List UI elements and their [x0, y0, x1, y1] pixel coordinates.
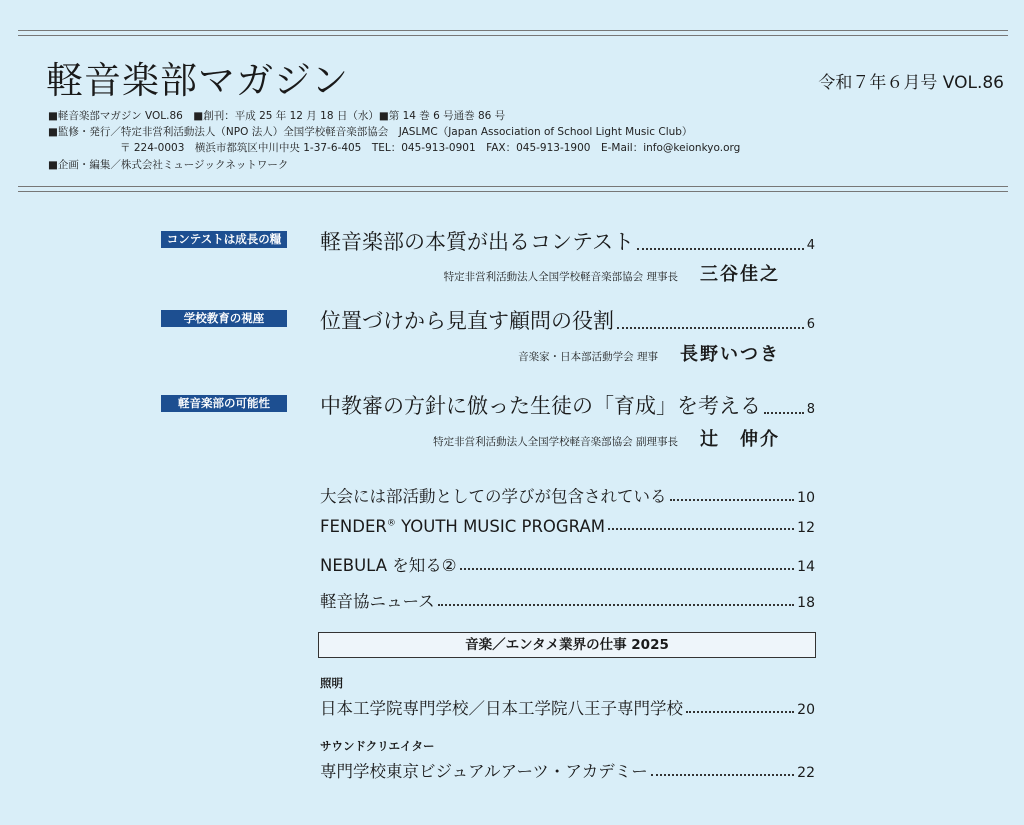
entry-title: 日本工学院専門学校／日本工学院八王子専門学校 — [320, 699, 683, 718]
page-number: 8 — [806, 402, 815, 417]
contact-info-line: 〒 224-0003 横浜市都筑区中川中央 1-37-6-405 TEL：045-913-0901 FAX：045-913-1900 E-Mail：info@keionkyo.org — [120, 142, 741, 154]
dot-leader — [764, 412, 804, 414]
page-number: 4 — [806, 238, 815, 253]
dot-leader — [686, 711, 794, 713]
editor-info-line: ■企画・編集／株式会社ミュージックネットワーク — [48, 159, 289, 171]
dot-leader — [438, 604, 794, 606]
header-bottom-rule — [18, 186, 1008, 192]
dot-leader — [460, 568, 795, 570]
feature-badge: 軽音楽部の可能性 — [161, 395, 287, 412]
entry-title: 専門学校東京ビジュアルアーツ・アカデミー — [320, 762, 648, 781]
toc-entry[interactable] — [320, 588, 815, 612]
title-brand: FENDER — [320, 517, 387, 536]
author-org: 特定非営利活動法人全国学校軽音楽部協会 副理事長 — [433, 436, 678, 448]
dot-leader — [670, 499, 795, 501]
entry-title: 大会には部活動としての学びが包含されている — [320, 487, 667, 506]
toc-entry[interactable] — [320, 517, 815, 536]
author-line — [444, 260, 780, 286]
author-name: 辻 伸介 — [700, 429, 780, 450]
page-number: 18 — [797, 595, 815, 611]
page-number: 22 — [797, 765, 815, 781]
author-line — [518, 340, 780, 366]
entry-title: 位置づけから見直す顧問の役割 — [320, 309, 614, 333]
toc-entry-feature[interactable] — [320, 390, 815, 420]
author-org: 特定非営利活動法人全国学校軽音楽部協会 理事長 — [443, 271, 678, 283]
category-label: 照明 — [320, 676, 343, 690]
dot-leader — [651, 774, 794, 776]
magazine-title: 軽音楽部マガジン — [46, 59, 350, 102]
entry-title: 軽音楽部の本質が出るコンテスト — [320, 230, 635, 254]
dot-leader — [637, 248, 804, 250]
category-label: サウンドクリエイター — [320, 739, 435, 753]
toc-entry-feature[interactable] — [320, 226, 815, 256]
author-name: 三谷佳之 — [700, 264, 780, 285]
entry-title: NEBULA を知る② — [320, 556, 457, 575]
entry-title: 中教審の方針に倣った生徒の「育成」を考える — [320, 394, 761, 418]
page-number: 6 — [806, 317, 815, 332]
page-number: 10 — [797, 490, 815, 506]
page-number: 20 — [797, 702, 815, 718]
author-org: 音楽家・日本部活動学会 理事 — [518, 351, 658, 363]
page-number: 14 — [797, 559, 815, 575]
entry-title: 軽音協ニュース — [320, 592, 435, 611]
toc-entry-feature[interactable] — [320, 305, 815, 335]
author-line — [433, 425, 780, 451]
publication-info-line: ■軽音楽部マガジン VOL.86 ■創刊：平成 25 年 12 月 18 日（水）■第 14 巻 6 号通巻 86 号 — [48, 110, 506, 122]
entry-title — [320, 517, 605, 536]
dot-leader — [617, 327, 804, 329]
toc-entry[interactable] — [320, 758, 815, 782]
publisher-info-line: ■監修・発行／特定非営利活動法人（NPO 法人）全国学校軽音楽部協会 JASLMC（Japan Association of School Light Music Club） — [48, 126, 693, 138]
feature-badge: コンテストは成長の糧 — [161, 231, 287, 248]
title-rest: YOUTH MUSIC PROGRAM — [395, 517, 606, 536]
toc-entry[interactable] — [320, 483, 815, 507]
toc-entry[interactable] — [320, 552, 815, 576]
section-heading-box: 音楽／エンタメ業界の仕事 2025 — [318, 632, 816, 658]
dot-leader — [608, 528, 794, 530]
registered-mark: ® — [386, 518, 396, 529]
page-number: 12 — [797, 520, 815, 536]
feature-badge: 学校教育の視座 — [161, 310, 287, 327]
issue-label: 令和７年６月号 VOL.86 — [818, 73, 1004, 93]
author-name: 長野いつき — [680, 344, 780, 365]
toc-entry[interactable] — [320, 695, 815, 719]
top-double-rule — [18, 30, 1008, 36]
